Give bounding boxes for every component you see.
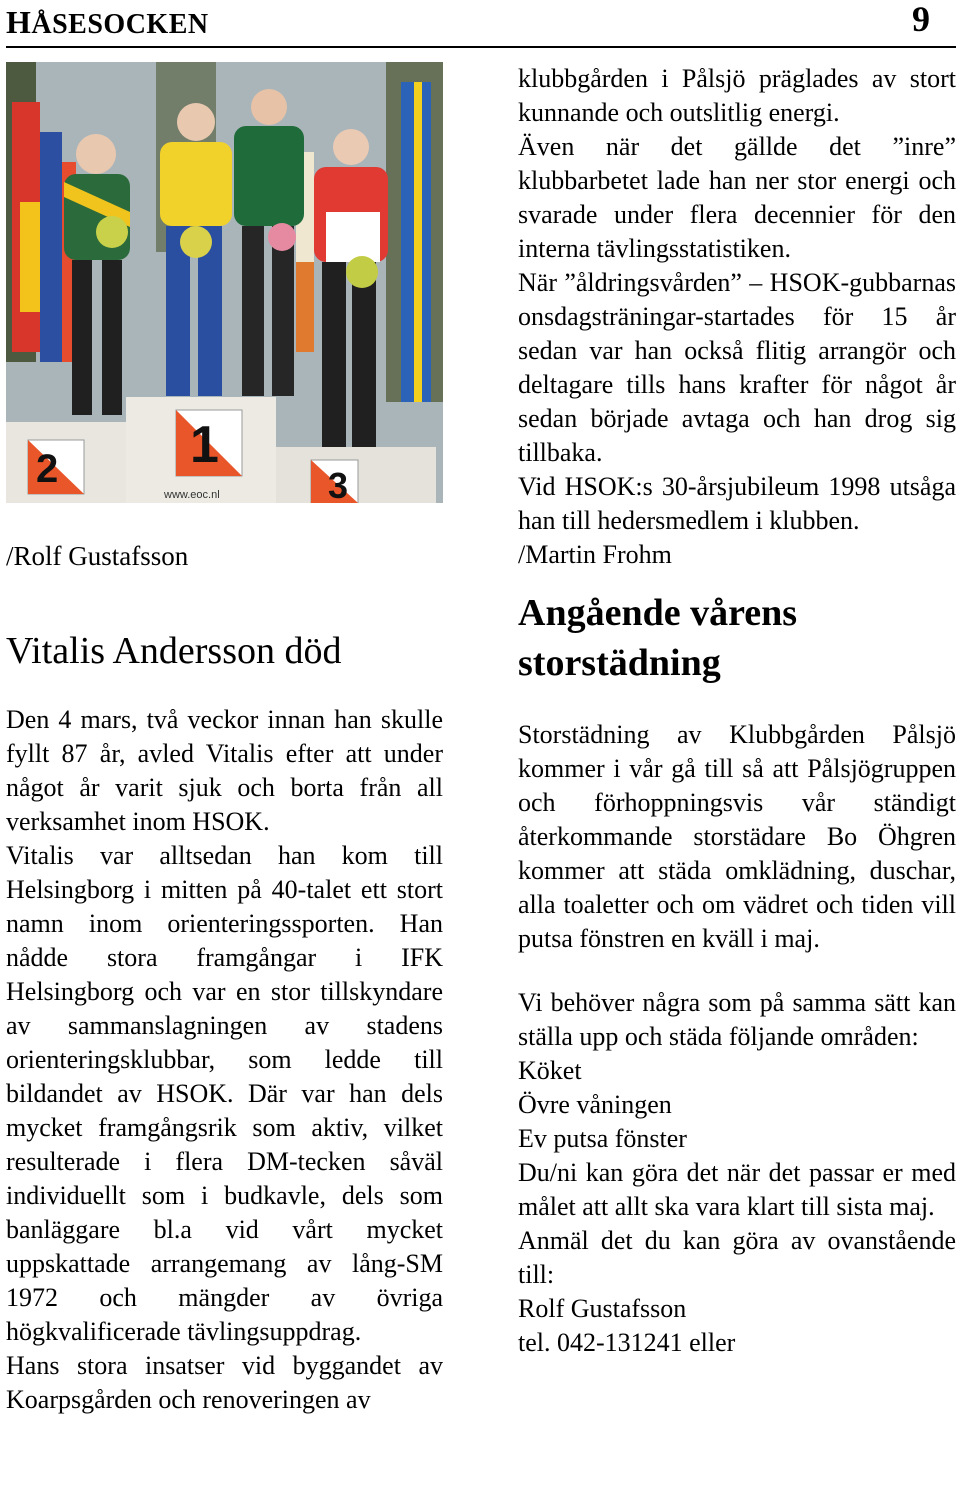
notice-paragraph: Du/ni kan göra det när det passar er med målet att allt ska vara klart till sista maj. [518, 1158, 956, 1221]
left-column [6, 62, 443, 1417]
podium-label-2: 2 [36, 447, 59, 491]
notice-paragraph: Storstädning av Klubbgården Pålsjö kommer i vår gå till så att Pålsjögruppen och förhoppningsvis vår ständigt återkommande storstädare Bo Öhgren kommer att städa omklädning, duschar, alla toaletter och om vädret och tiden vill putsa fönstren en kväll i maj. [518, 720, 956, 953]
photo-credit: /Rolf Gustafsson [6, 541, 189, 571]
page-header [6, 0, 956, 48]
contact-name: Rolf Gustafsson [518, 1294, 687, 1323]
article-paragraph: Hans stora insatser vid byggandet av Koarpsgården och renoveringen av [6, 1351, 443, 1414]
notice-paragraph: Vi behöver några som på samma sätt kan ställa upp och städa följande områden: [518, 988, 956, 1051]
article-paragraph: Den 4 mars, två veckor innan han skulle fyllt 87 år, avled Vitalis efter att under något år varit sjuk och borta från all verksamhet inom HSOK. [6, 705, 443, 836]
article-signature: /Martin Frohm [518, 540, 672, 569]
podium-label-1: 1 [190, 416, 219, 474]
podium-photo [6, 62, 443, 503]
podium-label-3: 3 [328, 465, 349, 503]
podium-banner-text: www.eoc.nl [164, 489, 220, 501]
article-headline: Vitalis Andersson död [6, 630, 342, 672]
article-paragraph: Även när det gällde det ”inre” klubbarbetet lade han ner stor energi och svarade under flera decennier för den interna tävlingsstatistiken. [518, 132, 956, 263]
area-item: Köket [518, 1056, 582, 1085]
notice-paragraph: Anmäl det du kan göra av ovanstående till: [518, 1226, 956, 1289]
newsletter-title [6, 4, 209, 41]
notice-headline: Angående vårens storstädning [518, 592, 798, 684]
contact-phone: tel. 042-131241 eller [518, 1328, 736, 1357]
right-column [518, 62, 956, 1360]
article-paragraph: När ”åldringsvården” – HSOK-gubbarnas onsdagsträningar-startades för 15 år sedan var han också flitig arrangör och deltagare tills hans krafter för något år sedan började avtaga och han drog sig tillbaka. [518, 268, 956, 467]
title-initial: H [6, 4, 32, 40]
article-paragraph: Vitalis var alltsedan han kom till Helsingborg i mitten på 40-talet ett stort namn inom orienteringssporten. Han nådde stora framgångar i IFK Helsingborg och var en stor tillskyndare av sammanslagningen av stadens orienteringsklubbar, som ledde till bildandet av HSOK. Där var han dels mycket framgångsrik som aktiv, vilket resulterade i flera DM-tecken såväl individuellt som i budkavle, dels som banläggare bl.a vid vårt mycket uppskattade arrangemang av lång-SM 1972 och mängder av övriga högkvalificerade tävlingsuppdrag. [6, 841, 443, 1346]
area-item: Övre våningen [518, 1090, 672, 1119]
title-rest: ÅSESOCKEN [31, 9, 209, 40]
area-item: Ev putsa fönster [518, 1124, 687, 1153]
article-paragraph: Vid HSOK:s 30-årsjubileum 1998 utsåga han till hedersmedlem i klubben. [518, 472, 956, 535]
page-number: 9 [912, 0, 930, 39]
podium-photo-illustration [6, 62, 443, 503]
article-paragraph: klubbgården i Pålsjö präglades av stort kunnande och outslitlig energi. [518, 64, 956, 127]
